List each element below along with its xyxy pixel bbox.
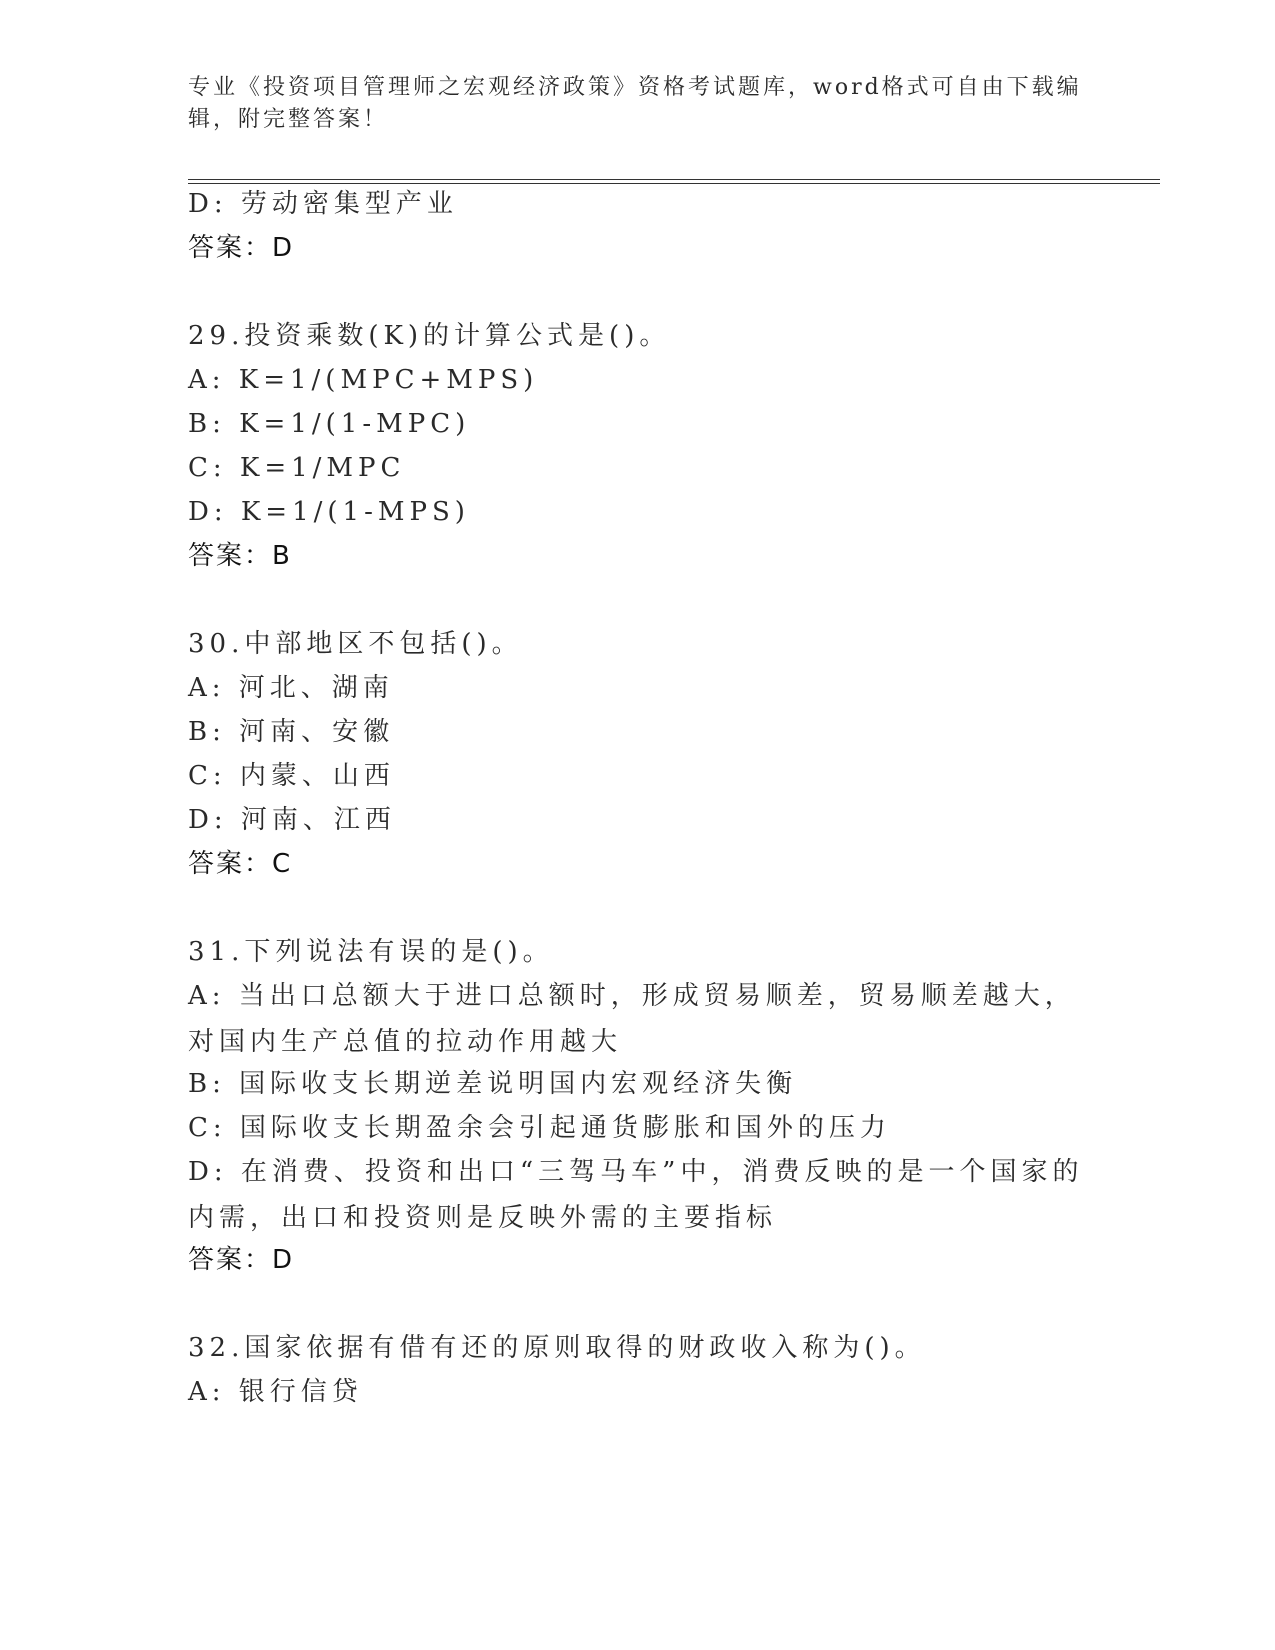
question-29-option-d: D: K=1/(1-MPS) [188,497,470,527]
question-29-stem: 29.投资乘数(K)的计算公式是()。 [188,321,671,351]
question-30-answer: 答案：C [188,849,293,879]
question-31-option-a: A: 当出口总额大于进口总额时，形成贸易顺差，贸易顺差越大，对国内生产总值的拉动作用越大 [188,981,1076,1057]
question-29-answer: 答案：B [188,541,292,571]
question-30-option-b: B: 河南、安徽 [188,717,395,747]
question-30-stem: 30.中部地区不包括()。 [188,629,523,659]
question-29-option-b: B: K=1/(1-MPC) [188,409,471,439]
prev-answer: 答案：D [188,233,295,263]
question-30-option-a: A: 河北、湖南 [188,673,394,703]
document-header: 专业《投资项目管理师之宏观经济政策》资格考试题库，word格式可自由下载编辑，附完整答案！ [188,75,1082,132]
question-31-option-c: C: 国际收支长期盈余会引起通货膨胀和国外的压力 [188,1113,891,1143]
header-divider-second [188,183,1160,184]
question-32-stem: 32.国家依据有借有还的原则取得的财政收入称为()。 [188,1333,926,1363]
question-31-option-d: D: 在消费、投资和出口“三驾马车”中，消费反映的是一个国家的内需，出口和投资则是反映外需的主要指标 [188,1157,1084,1233]
question-32-option-a: A: 银行信贷 [188,1377,363,1407]
question-31-answer: 答案：D [188,1245,295,1275]
question-31-stem: 31.下列说法有误的是()。 [188,937,554,967]
question-29-option-a: A: K=1/(MPC+MPS) [188,365,539,395]
question-29-option-c: C: K=1/MPC [188,453,406,483]
question-31-option-b: B: 国际收支长期逆差说明国内宏观经济失衡 [188,1069,798,1099]
header-divider [188,179,1160,180]
prev-option-d: D: 劳动密集型产业 [188,189,458,219]
question-30-option-d: D: 河南、江西 [188,805,396,835]
question-30-option-c: C: 内蒙、山西 [188,761,395,791]
